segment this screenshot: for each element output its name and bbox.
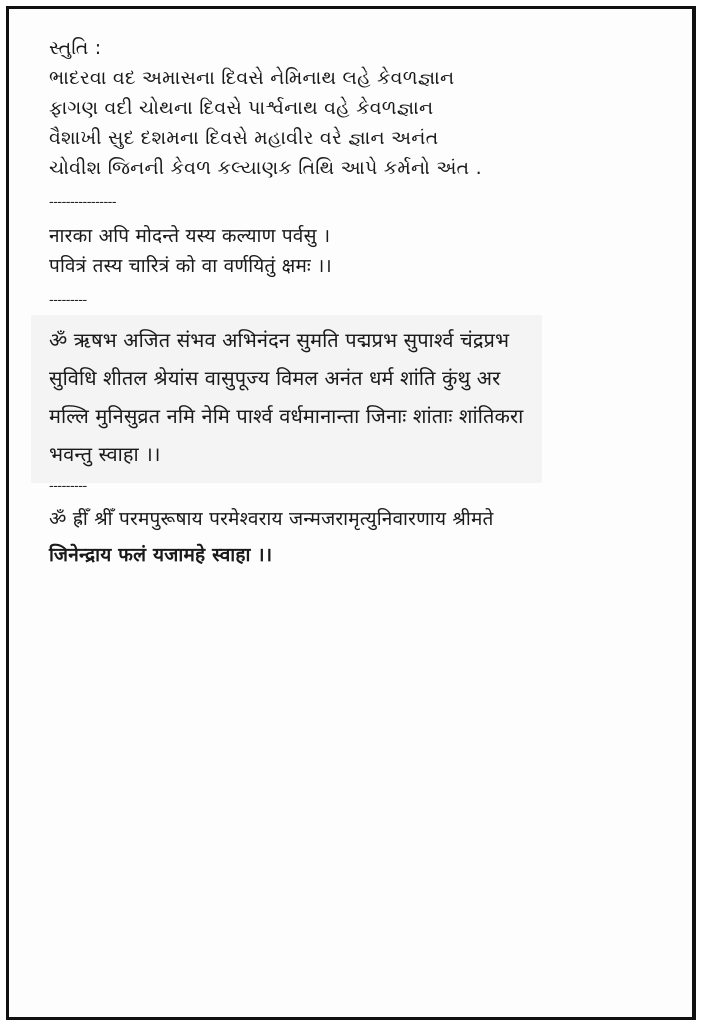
stuti-line-4: ચોવીશ જિનની કેવળ કલ્યાણક તિથિ આપે કર્મનો અંત .: [49, 157, 482, 179]
shloka-line-2: पवित्रं तस्य चारित्रं को वा वर्णयितुं क्षमः ।।: [49, 255, 332, 277]
shloka-section: [49, 221, 672, 281]
stuti-line-1: ભાદરવા વદ અમાસના દિવસે નેમિનાથ લહે કેવળજ્ઞાન: [49, 67, 455, 89]
mantra-one-line-3: मल्लि मुनिसुव्रत नमि नेमि पार्श्व वर्धमानान्ता जिनाः शांताः शांतिकरा: [49, 404, 524, 428]
shloka-line-1: नारका अपि मोदन्ते यस्य कल्याण पर्वसु ।: [49, 225, 331, 247]
stuti-line-2: ફાગણ વદી ચોથના દિવસે પાર્શ્વનાથ વહે કેવળજ્ઞાન: [49, 97, 434, 119]
mantra-one-section: [31, 315, 542, 483]
mantra-two-section: [49, 501, 672, 573]
mantra-two-line-1: ॐ ह्रीँ श्रीँ परमपुरूषाय परमेश्वराय जन्मजरामृत्युनिवारणाय श्रीमते: [49, 508, 494, 530]
separator-2: ---------: [49, 293, 87, 308]
separator-1: ----------------: [49, 195, 117, 210]
stuti-section: [49, 33, 672, 183]
stuti-line-3: વૈશાખી સુદ દશમના દિવસે મહાવીર વરે જ્ઞાન અનંત: [49, 127, 439, 149]
mantra-two-line-2: जिनेन्द्राय फलं यजामहे स्वाहा ।।: [49, 544, 273, 566]
document-page: [6, 6, 696, 1020]
separator-3: ---------: [49, 479, 87, 494]
stuti-heading: સ્તુતિ :: [49, 37, 102, 59]
mantra-one-line-4: भवन्तु स्वाहा ।।: [49, 442, 161, 466]
mantra-one-line-2: सुविधि शीतल श्रेयांस वासुपूज्य विमल अनंत धर्म शांति कुंथु अर: [49, 366, 501, 390]
mantra-one-line-1: ॐ ऋषभ अजित संभव अभिनंदन सुमति पद्मप्रभ सुपार्श्व चंद्रप्रभ: [49, 328, 510, 352]
